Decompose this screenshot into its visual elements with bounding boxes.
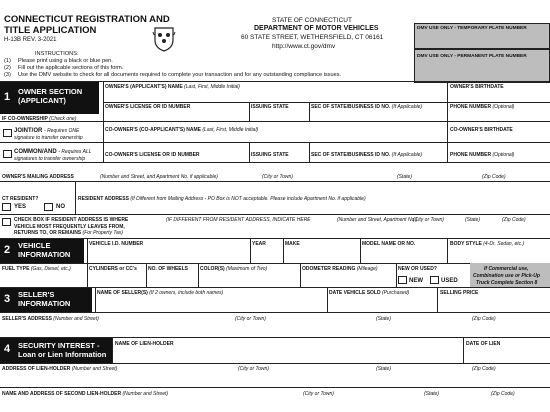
selling-price-field[interactable]: SELLING PRICE	[440, 290, 479, 296]
section-2-number: 2	[4, 244, 11, 256]
common-and-checkbox[interactable]	[3, 150, 12, 158]
date-of-lien-field[interactable]: DATE OF LIEN	[466, 341, 501, 347]
section-2-header	[0, 239, 84, 263]
instruction-3-text: Use the DMV website to check for all documents required to complete your transaction and for any outstanding compliance issues.	[18, 72, 342, 78]
year-field[interactable]: YEAR	[252, 241, 266, 247]
fuel-type-field[interactable]: FUEL TYPE (Gas, Diesel, etc.)	[2, 266, 71, 272]
co-ownership-label: IF CO-OWNERSHIP (Check one)	[2, 116, 77, 122]
co-owner-license-field[interactable]: CO-OWNER'S LICENSE OR ID NUMBER	[105, 152, 200, 158]
dmv-perm-plate-box: DMV USE ONLY - PERMANENT PLATE NUMBER	[414, 49, 550, 83]
date-sold-field[interactable]: DATE VEHICLE SOLD (Purchased)	[329, 290, 410, 296]
cylinders-field[interactable]: CYLINDERS or CC's	[89, 266, 137, 272]
check-box-text-line2: VEHICLE MOST FREQUENTLY LEAVES FROM,	[14, 224, 125, 230]
vin-field[interactable]: VEHICLE I.D. NUMBER	[89, 241, 144, 247]
co-owner-name-field[interactable]: CO-OWNER'S (CO-APPLICANT'S) NAME (Last, First, Middle Initial)	[105, 127, 259, 133]
dmv-temp-plate-box: DMV USE ONLY - TEMPORARY PLATE NUMBER	[414, 23, 550, 49]
ct-resident-label: CT RESIDENT?	[2, 196, 39, 202]
section-3-title-line1: SELLER'S	[18, 290, 55, 299]
co-owner-birthdate-field[interactable]: CO-OWNER'S BIRTHDATE	[450, 127, 513, 133]
section-4-title-line2: Loan or Lien Information	[18, 350, 107, 359]
section-4-title-line1: SECURITY INTEREST -	[18, 341, 100, 350]
lien-holder-field[interactable]: NAME OF LIEN-HOLDER	[115, 341, 174, 347]
section-3-number: 3	[4, 293, 11, 305]
section-1-header	[0, 82, 99, 114]
make-field[interactable]: MAKE	[285, 241, 300, 247]
issuing-state-field[interactable]: ISSUING STATE	[251, 104, 289, 110]
commercial-use-note: If Commercial use, Combination use or Pick-Up Truck Complete Section 8	[470, 263, 550, 287]
common-and-label: COMMON/AND - Requires ALL	[14, 149, 92, 155]
body-style-field[interactable]: BODY STYLE (4-Dr. Sedan, etc.)	[450, 241, 525, 247]
ct-resident-yes-checkbox[interactable]	[2, 203, 11, 211]
section-4-header	[0, 338, 112, 363]
section-3-header	[0, 288, 92, 312]
joint-or-checkbox[interactable]	[3, 129, 12, 137]
joint-or-description: signature to transfer ownership	[14, 135, 83, 141]
model-field[interactable]: MODEL NAME OR NO.	[362, 241, 416, 247]
colors-field[interactable]: COLOR(S) (Maximum of Two)	[200, 266, 268, 272]
section-1-title-line2: (APPLICANT)	[18, 96, 66, 105]
department-address: 60 STATE STREET, WETHERSFIELD, CT 06161	[241, 34, 384, 41]
new-or-used-label: NEW OR USED?	[398, 266, 437, 272]
section-2-title-line1: VEHICLE	[18, 241, 51, 250]
section-4-number: 4	[4, 343, 11, 355]
owner-phone-field[interactable]: PHONE NUMBER (Optional)	[450, 104, 515, 110]
wheels-field[interactable]: NO. OF WHEELS	[148, 266, 188, 272]
check-box-text-line1: CHECK BOX IF RESIDENT ADDRESS IS WHERE	[14, 217, 129, 223]
owner-name-field[interactable]: OWNER'S (APPLICANT'S) NAME (Last, First, Middle Initial)	[105, 84, 240, 90]
odometer-field[interactable]: ODOMETER READING (Mileage)	[302, 266, 378, 272]
ct-resident-no-label: NO	[56, 204, 65, 210]
connecticut-seal-icon	[152, 26, 176, 52]
lien-address-field[interactable]: ADDRESS OF LIEN-HOLDER (Number and Street)	[2, 366, 118, 372]
common-and-description: signatures to transfer ownership	[14, 156, 86, 162]
department-name: DEPARTMENT OF MOTOR VEHICLES	[254, 25, 379, 32]
co-issuing-state-field[interactable]: ISSUING STATE	[251, 152, 289, 158]
if-different-address-field[interactable]: (IF DIFFERENT FROM RESIDENT ADDRESS, INDICATE HERE	[166, 217, 311, 223]
instruction-2-text: Fill out the applicable sections of this form.	[18, 65, 124, 71]
used-checkbox[interactable]	[430, 276, 439, 284]
section-3-title-line2: INFORMATION	[18, 299, 71, 308]
instruction-1-text: Please print using a black or blue pen.	[18, 58, 113, 64]
form-id: H-13B REV. 3-2021	[4, 37, 57, 43]
instructions-title: INSTRUCTIONS:	[35, 51, 79, 57]
section-2-title-line2: INFORMATION	[18, 250, 71, 259]
owner-birthdate-field[interactable]: OWNER'S BIRTHDATE	[450, 84, 504, 90]
check-box-text-line3: RETURNS TO, OR REMAINS (For Property Tax)	[14, 230, 123, 236]
new-label: NEW	[409, 278, 423, 284]
mailing-address-field[interactable]: OWNER'S MAILING ADDRESS	[2, 174, 74, 180]
co-owner-phone-field[interactable]: PHONE NUMBER (Optional)	[450, 152, 515, 158]
resident-address-field[interactable]: RESIDENT ADDRESS (If Different from Mailing Address - PO Box is NOT acceptable. Please include Apartment No. if applicable)	[78, 196, 366, 202]
owner-license-field[interactable]: OWNER'S LICENSE OR ID NUMBER	[105, 104, 191, 110]
co-sec-of-state-field[interactable]: SEC OF STATE/BUSINESS ID NO. (If Applicable)	[311, 152, 423, 158]
joint-or-label: JOINT/OR - Requires ONE	[14, 128, 80, 134]
instruction-1-num: (1)	[4, 58, 11, 64]
form-title-line1: CONNECTICUT REGISTRATION AND	[4, 14, 170, 25]
sec-of-state-field[interactable]: SEC OF STATE/BUSINESS ID NO. (If Applicable)	[311, 104, 423, 110]
ct-resident-no-checkbox[interactable]	[44, 203, 53, 211]
used-label: USED	[441, 278, 458, 284]
instruction-2-num: (2)	[4, 65, 11, 71]
property-tax-checkbox[interactable]	[2, 218, 11, 226]
section-1-title-line1: OWNER SECTION	[18, 87, 83, 96]
new-checkbox[interactable]	[398, 276, 407, 284]
seller-address-field[interactable]: SELLER'S ADDRESS (Number and Street)	[2, 316, 99, 322]
seller-name-field[interactable]: NAME OF SELLER(S) (If 2 owners, include both names)	[97, 290, 224, 296]
form-title-line2: TITLE APPLICATION	[4, 25, 97, 36]
state-name: STATE OF CONNECTICUT	[272, 17, 352, 24]
ct-resident-yes-label: YES	[14, 204, 27, 210]
second-lien-holder-field[interactable]: NAME AND ADDRESS OF SECOND LIEN-HOLDER (Number and Street)	[2, 391, 169, 397]
instruction-3-num: (3)	[4, 72, 11, 78]
department-url: http://www.ct.gov/dmv	[272, 43, 336, 50]
section-1-number: 1	[4, 91, 11, 103]
